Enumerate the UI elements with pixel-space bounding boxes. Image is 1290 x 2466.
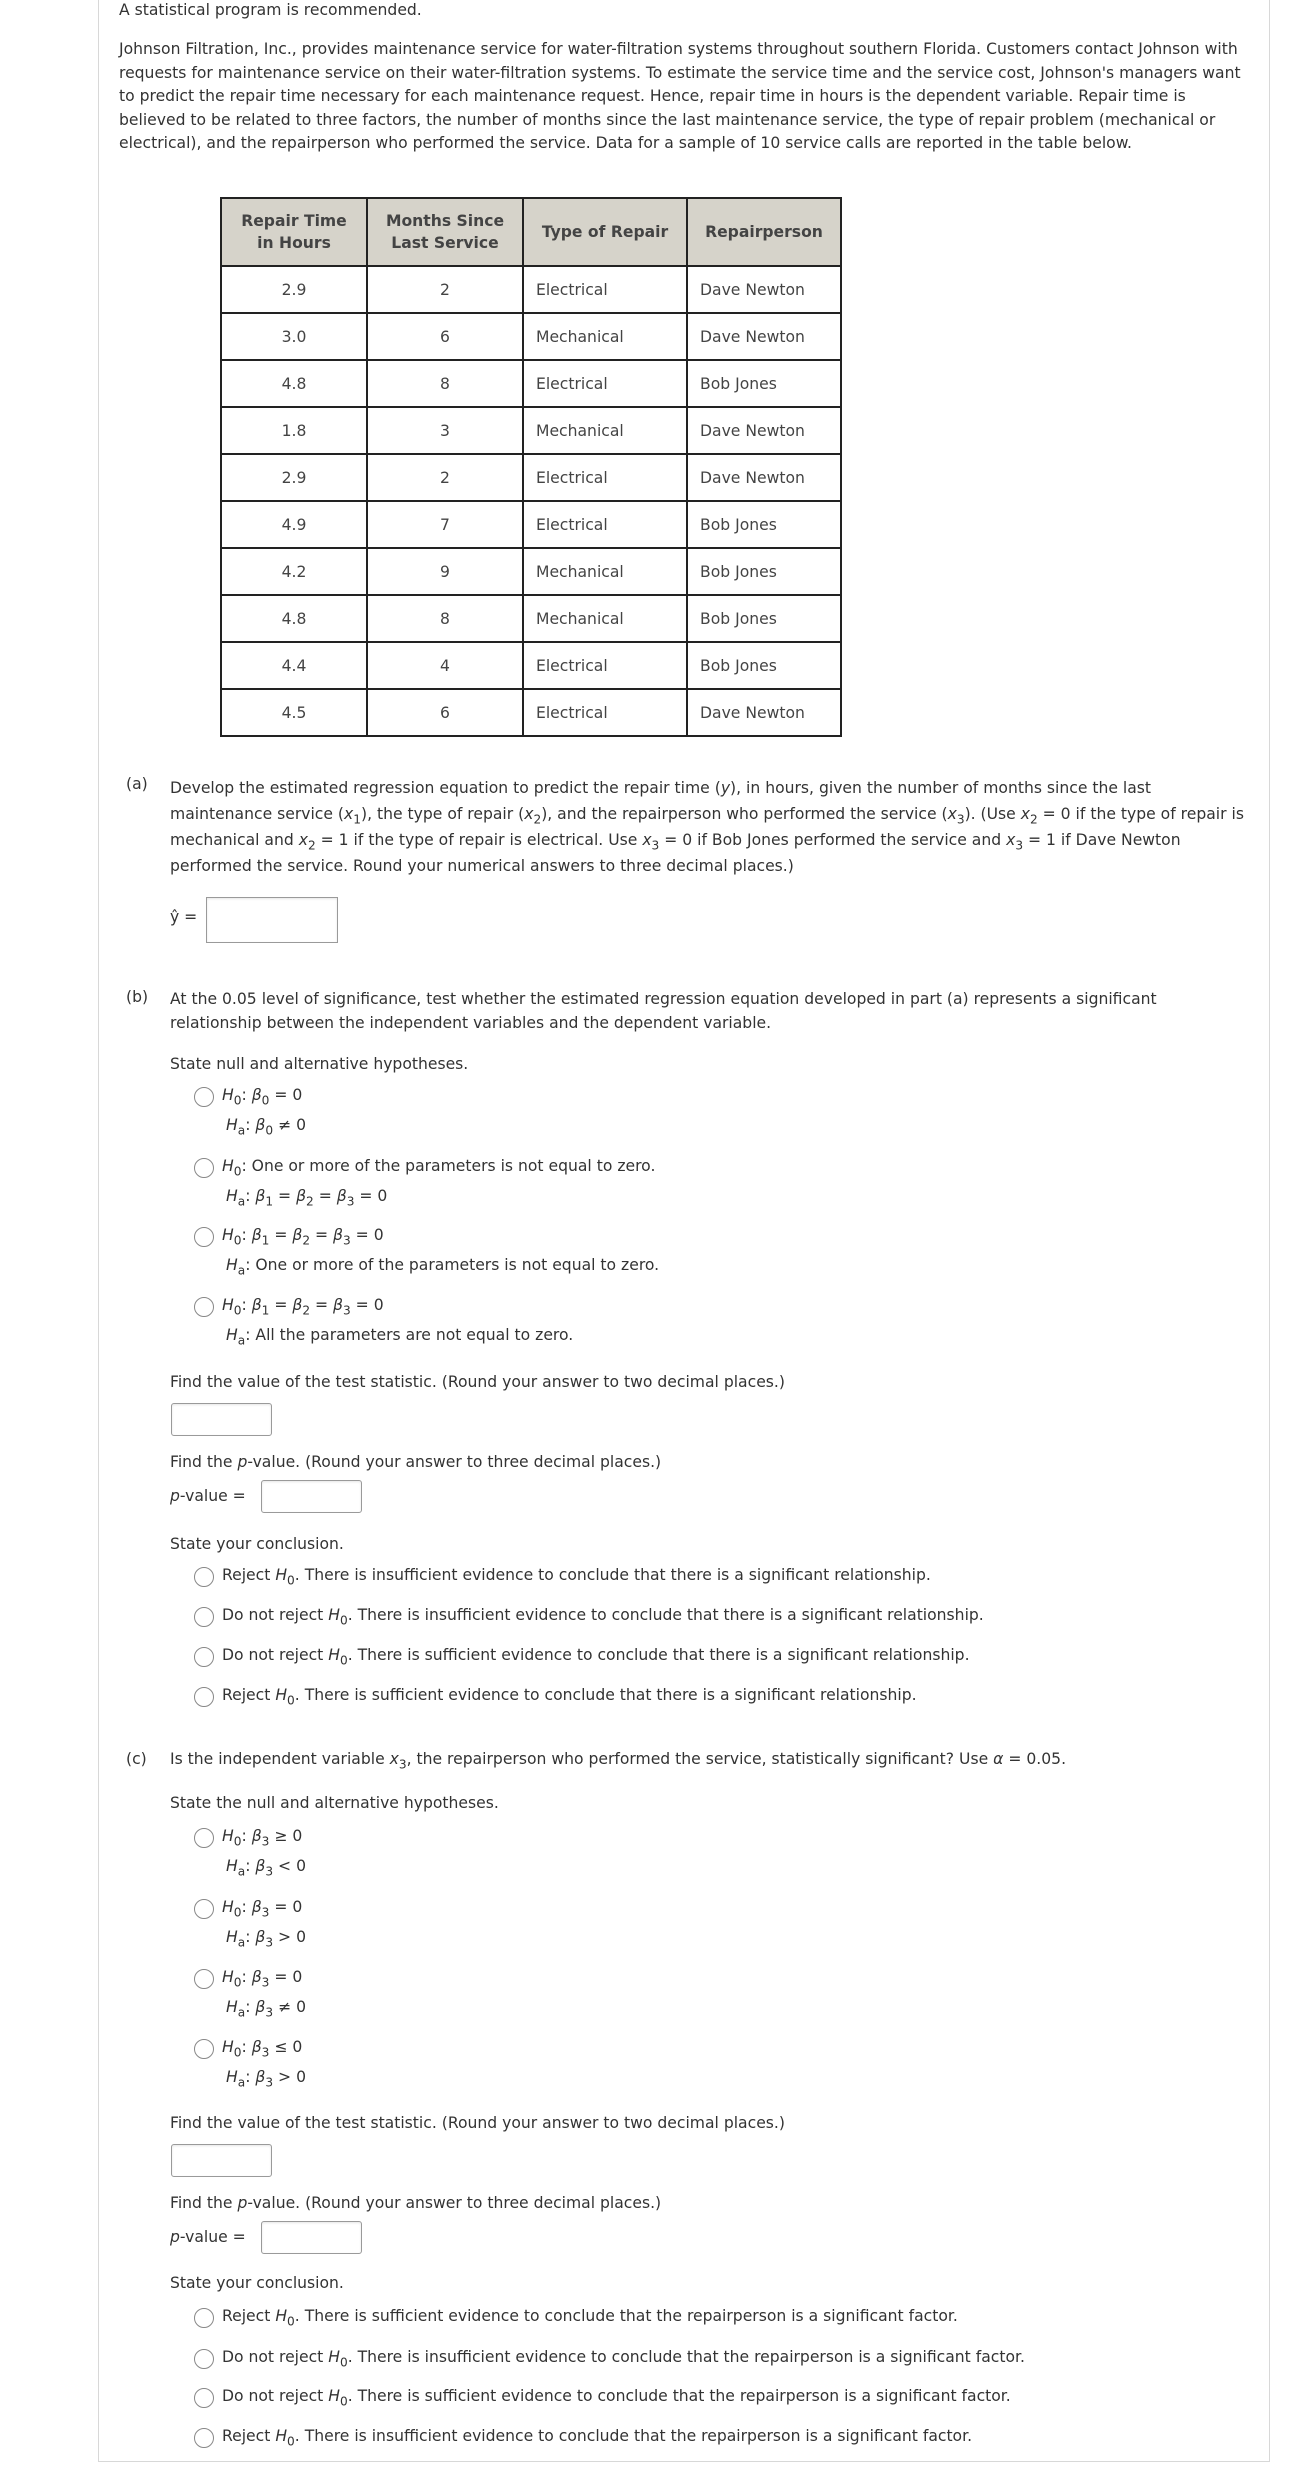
alternative-hypothesis [226,1326,574,1348]
math-symbol: H [226,2068,238,2086]
subscript: 3 [261,2045,270,2060]
text-run: . There is insufficient evidence to conclude that there is a significant relationship. [347,1606,984,1624]
text-run: Do not reject [222,2387,329,2405]
text-run: . There is sufficient evidence to conclude that there is a significant relationship. [347,1646,970,1664]
math-symbol: H [328,1646,340,1664]
text-run: -value. (Round your answer to three decimal places.) [247,2194,662,2212]
subscript: 0 [339,2355,348,2370]
alternative-hypothesis [226,1116,306,1138]
text-run: : [241,1898,252,1916]
conclusion-option-text [222,2307,958,2329]
text-run: : All the parameters are not equal to zero. [245,1326,574,1344]
part-c-label: (c) [126,1750,147,1768]
math-symbol: H [222,1968,234,1986]
subscript: a [237,1123,246,1138]
math-symbol: x [1006,831,1016,849]
cell-repairperson: Bob Jones [687,501,841,548]
text-run: ), the type of repair ( [360,805,525,823]
part-a-label: (a) [126,775,148,793]
null-hypothesis [222,1898,303,1920]
math-symbol: H [275,1686,288,1704]
text-run: , the repairperson who performed the service, statistically significant? Use [406,1750,994,1768]
text-run: ≥ 0 [269,1827,303,1845]
text-run: . There is sufficient evidence to conclude that the repairperson is a significant factor. [347,2387,1011,2405]
math-symbol: H [222,1827,234,1845]
subscript: 0 [265,1123,274,1138]
text-run: Develop the estimated regression equation to predict the repair time ( [170,779,721,797]
cell-months: 8 [367,595,523,642]
math-symbol: y [720,779,731,797]
table-row [221,313,841,360]
text-run: ≠ 0 [273,1116,306,1134]
text-run: Reject [222,2427,276,2445]
alternative-hypothesis [226,2068,306,2090]
subscript: 0 [233,1905,242,1920]
subscript: 1 [265,1194,274,1209]
null-hypothesis [222,2038,303,2060]
subscript: 3 [261,1905,270,1920]
subscript: 3 [265,1935,274,1950]
cell-repair-time: 2.9 [221,266,367,313]
part-b-hypothesis-radio-1[interactable] [194,1087,214,1107]
cell-months: 4 [367,642,523,689]
cell-repair-time: 3.0 [221,313,367,360]
math-symbol: H [275,2427,288,2445]
data-table [220,197,842,737]
text-run: Do not reject [222,1606,329,1624]
subscript: 2 [533,812,542,827]
header-repairperson: Repairperson [687,198,841,266]
text-run: = 1 if the type of repair is electrical. Use [315,831,643,849]
text-run: = 0 [269,1086,303,1104]
subscript: 0 [339,2394,348,2409]
null-hypothesis [222,1157,656,1179]
table-row [221,360,841,407]
alternative-hypothesis [226,1256,660,1278]
cell-repairperson: Bob Jones [687,360,841,407]
text-run: . There is insufficient evidence to conclude that the repairperson is a significant factor. [294,2427,973,2445]
cell-months: 3 [367,407,523,454]
conclusion-option-text [222,1606,984,1628]
text-run: : [241,2038,252,2056]
subscript: 0 [287,1693,295,1708]
conclusion-option-text [222,2348,1025,2370]
part-c-conclusion-radio-2[interactable] [194,2349,214,2369]
text-run: = [269,1226,293,1244]
subscript: a [237,1935,246,1950]
math-symbol: β [251,1086,262,1104]
part-b-conclusion-radio-3[interactable] [194,1647,214,1667]
part-b-hypothesis-radio-2[interactable] [194,1158,214,1178]
table-row [221,454,841,501]
subscript: 0 [233,2045,242,2060]
text-run: = 0 [350,1226,384,1244]
table-row [221,266,841,313]
yhat-label: ŷ = [170,908,198,926]
math-symbol: H [222,2038,234,2056]
yhat-input[interactable] [206,897,338,943]
subscript: 0 [287,2434,295,2449]
subscript: 3 [346,1194,355,1209]
math-symbol: p [237,1453,248,1471]
text-run: ≤ 0 [269,2038,303,2056]
subscript: 0 [261,1093,270,1108]
subscript: 3 [342,1233,351,1248]
subscript: 0 [339,1653,348,1668]
text-run: = [269,1296,293,1314]
math-symbol: β [296,1187,307,1205]
text-run: ≠ 0 [273,1998,306,2016]
text-run: : [241,1296,252,1314]
subscript: a [237,1263,246,1278]
math-symbol: H [226,1116,238,1134]
subscript: 0 [233,1834,242,1849]
subscript: a [237,1194,246,1209]
text-run: Find the [170,2194,238,2212]
subscript: 0 [233,1303,242,1318]
part-c-text [170,1750,1067,1772]
intro-text: A statistical program is recommended. [119,1,422,19]
subscript: 3 [342,1303,351,1318]
cell-repair-time: 4.2 [221,548,367,595]
cell-repair-time: 4.8 [221,595,367,642]
part-b-conclusion-radio-2[interactable] [194,1607,214,1627]
math-symbol: H [226,1187,238,1205]
null-hypothesis [222,1296,384,1318]
text-run: : One or more of the parameters is not equal to zero. [241,1157,656,1175]
math-symbol: H [275,2307,288,2325]
table-row [221,689,841,736]
conclusion-option-text [222,1686,917,1708]
subscript: a [237,1864,246,1879]
subscript: a [237,2075,246,2090]
text-run: : [245,2068,256,2086]
alternative-hypothesis [226,1998,306,2020]
subscript: 1 [261,1233,270,1248]
text-run: Reject [222,2307,276,2325]
math-symbol: H [226,1256,238,1274]
subscript: 2 [306,1194,314,1209]
part-c-hypothesis-radio-4[interactable] [194,2039,214,2059]
cell-months: 9 [367,548,523,595]
part-b-conclusion-radio-1[interactable] [194,1567,214,1587]
part-b-text: At the 0.05 level of significance, test whether the estimated regression equation developed in part (a) represents a significant relationship between the independent variables and the dependent variable. [170,990,1157,1032]
math-symbol: β [255,1857,266,1875]
part-b-hypothesis-radio-3[interactable] [194,1227,214,1247]
cell-type: Electrical [523,689,687,736]
math-symbol: x [344,805,354,823]
subscript: 3 [265,2075,274,2090]
text-run: = 0 [354,1187,388,1205]
part-b-p-prompt [170,1453,661,1471]
alternative-hypothesis [226,1857,306,1879]
cell-repair-time: 4.8 [221,360,367,407]
subscript: 0 [233,1164,242,1179]
header-repair-time: Repair Time in Hours [221,198,367,266]
math-symbol: H [222,1086,234,1104]
subscript: 0 [287,2314,295,2329]
cell-type: Electrical [523,642,687,689]
text-run: : [241,1086,252,1104]
math-symbol: β [255,1928,266,1946]
part-b-test-statistic-input[interactable] [171,1403,272,1436]
null-hypothesis [222,1827,303,1849]
text-run: = 0 [350,1296,384,1314]
math-symbol: H [328,2387,340,2405]
math-symbol: β [251,1898,262,1916]
cell-repairperson: Bob Jones [687,595,841,642]
text-run: . There is sufficient evidence to conclude that there is a significant relationship. [294,1686,917,1704]
cell-repair-time: 4.4 [221,642,367,689]
part-c-hypothesis-radio-2[interactable] [194,1899,214,1919]
math-symbol: β [251,1968,262,1986]
text-run: ), in hours, given the number of months since the last maintenance service ( [170,779,1152,823]
text-run: = 1 if Dave Newton performed the service. Round your numerical answers to three decimal places.) [170,831,1181,875]
cell-months: 7 [367,501,523,548]
part-b-hyp-prompt: State null and alternative hypotheses. [170,1055,469,1073]
text-run: : [241,1226,252,1244]
cell-repairperson: Dave Newton [687,266,841,313]
part-c-hypothesis-radio-1[interactable] [194,1828,214,1848]
math-symbol: H [328,2348,340,2366]
text-run: = [313,1187,337,1205]
text-run: Do not reject [222,2348,329,2366]
text-run: = [273,1187,297,1205]
text-run: < 0 [273,1857,306,1875]
part-b-conclusion-radio-4[interactable] [194,1687,214,1707]
math-symbol: x [642,831,652,849]
math-symbol: p [170,2228,180,2246]
math-symbol: p [170,1487,180,1505]
text-run: : [245,1928,256,1946]
text-run: > 0 [273,2068,306,2086]
subscript: 3 [265,1864,274,1879]
cell-repair-time: 1.8 [221,407,367,454]
part-c-hypothesis-radio-3[interactable] [194,1969,214,1989]
part-c-p-value-input[interactable] [261,2221,362,2254]
conclusion-option-text [222,2387,1011,2409]
header-type: Type of Repair [523,198,687,266]
math-symbol: β [251,1296,262,1314]
text-run: : One or more of the parameters is not equal to zero. [245,1256,660,1274]
math-symbol: x [524,805,534,823]
text-run: -value. (Round your answer to three decimal places.) [247,1453,662,1471]
text-run: Do not reject [222,1646,329,1664]
cell-repairperson: Dave Newton [687,313,841,360]
subscript: 2 [302,1233,311,1248]
text-run: -value = [179,2228,246,2246]
part-c-p-label [170,2228,246,2246]
part-c-stat-prompt: Find the value of the test statistic. (Round your answer to two decimal places.) [170,2114,785,2132]
math-symbol: x [298,831,308,849]
text-run: = 0 if the type of repair is mechanical and [170,805,1244,849]
null-hypothesis [222,1086,303,1108]
text-run: = [310,1296,334,1314]
math-symbol: H [222,1898,234,1916]
math-symbol: H [222,1296,234,1314]
math-symbol: β [292,1296,303,1314]
cell-months: 6 [367,689,523,736]
conclusion-option-text [222,2427,973,2449]
subscript: 3 [1015,838,1024,853]
part-c-conclusion-radio-4[interactable] [194,2428,214,2448]
subscript: 3 [398,1757,407,1772]
text-run: = 0.05. [1003,1750,1067,1768]
text-run: . There is insufficient evidence to conclude that the repairperson is a significant factor. [347,2348,1025,2366]
text-run: Find the [170,1453,238,1471]
part-b-hypothesis-radio-4[interactable] [194,1297,214,1317]
text-run: : [245,1187,256,1205]
text-run: : [245,1857,256,1875]
part-c-conclusion-radio-3[interactable] [194,2388,214,2408]
subscript: 1 [353,812,361,827]
cell-repairperson: Dave Newton [687,689,841,736]
subscript: 3 [956,812,965,827]
text-run: Reject [222,1566,276,1584]
header-months: Months Since Last Service [367,198,523,266]
math-symbol: β [251,2038,262,2056]
text-run: = [310,1226,334,1244]
part-c-p-prompt [170,2194,661,2212]
text-run: Is the independent variable [170,1750,390,1768]
cell-repairperson: Dave Newton [687,454,841,501]
cell-repairperson: Bob Jones [687,642,841,689]
math-symbol: H [222,1157,234,1175]
conclusion-option-text [222,1646,970,1668]
math-symbol: β [333,1226,343,1244]
text-run: : [241,1968,252,1986]
subscript: 0 [233,1975,242,1990]
subscript: 3 [261,1834,270,1849]
subscript: 2 [1029,812,1038,827]
math-symbol: x [947,805,957,823]
problem-text: Johnson Filtration, Inc., provides maintenance service for water-filtration systems throughout southern Florida. Customers contact Johnson with requests for maintenance service on their water-filtration systems. To estimate the service time and the service cost, Johnson's managers want to predict the repair time necessary for each maintenance request. Hence, repair time in hours is the dependent variable. Repair time is believed to be related to three factors, the number of months since the last maintenance service, the type of repair problem (mechanical or electrical), and the repairperson who performed the service. Data for a sample of 10 service calls are reported in the table below. [119,40,1241,153]
cell-repairperson: Bob Jones [687,548,841,595]
text-run: : [241,1827,252,1845]
text-run: = 0 [269,1968,303,1986]
cell-repair-time: 2.9 [221,454,367,501]
subscript: 0 [287,1573,295,1588]
part-b-p-value-input[interactable] [261,1480,362,1513]
math-symbol: β [251,1226,262,1244]
table-row [221,595,841,642]
text-run: : [245,1116,256,1134]
subscript: 0 [339,1613,348,1628]
part-b-stat-prompt: Find the value of the test statistic. (Round your answer to two decimal places.) [170,1373,785,1391]
cell-type: Electrical [523,360,687,407]
math-symbol: H [226,1857,238,1875]
math-symbol: x [389,1750,399,1768]
subscript: 0 [233,1233,242,1248]
text-run: Reject [222,1686,276,1704]
subscript: 1 [261,1303,270,1318]
math-symbol: H [275,1566,288,1584]
math-symbol: β [292,1226,303,1244]
subscript: 3 [265,2005,274,2020]
math-symbol: α [993,1750,1004,1768]
table-row [221,548,841,595]
subscript: 2 [307,838,316,853]
text-run: = 0 [269,1898,303,1916]
part-b-label: (b) [126,988,149,1006]
part-c-conclusion-radio-1[interactable] [194,2308,214,2328]
part-b-p-label [170,1487,246,1505]
part-c-test-statistic-input[interactable] [171,2144,272,2177]
math-symbol: H [226,1326,238,1344]
part-c-hyp-prompt: State the null and alternative hypotheses. [170,1794,499,1812]
subscript: 2 [302,1303,311,1318]
cell-months: 6 [367,313,523,360]
math-symbol: β [333,1296,343,1314]
cell-type: Mechanical [523,548,687,595]
math-symbol: H [226,1928,238,1946]
cell-repairperson: Dave Newton [687,407,841,454]
subscript: 0 [233,1093,242,1108]
table-row [221,501,841,548]
part-c-conclusion-prompt: State your conclusion. [170,2274,344,2292]
math-symbol: H [222,1226,234,1244]
subscript: 3 [261,1975,270,1990]
text-run: ). (Use [964,805,1021,823]
table-row [221,407,841,454]
table-header-row [221,198,841,266]
cell-type: Electrical [523,266,687,313]
subscript: 3 [651,838,660,853]
cell-type: Mechanical [523,407,687,454]
cell-repair-time: 4.5 [221,689,367,736]
alternative-hypothesis [226,1928,306,1950]
math-symbol: x [1020,805,1030,823]
text-run: . There is sufficient evidence to conclude that the repairperson is a significant factor. [294,2307,958,2325]
table-row [221,642,841,689]
cell-months: 2 [367,454,523,501]
cell-type: Electrical [523,454,687,501]
null-hypothesis [222,1968,303,1990]
math-symbol: β [255,1998,266,2016]
cell-type: Mechanical [523,595,687,642]
alternative-hypothesis [226,1187,388,1209]
text-run: > 0 [273,1928,306,1946]
subscript: a [237,2005,246,2020]
null-hypothesis [222,1226,384,1248]
math-symbol: p [237,2194,248,2212]
part-a-text [170,775,1250,879]
cell-months: 2 [367,266,523,313]
cell-type: Electrical [523,501,687,548]
math-symbol: H [226,1998,238,2016]
cell-repair-time: 4.9 [221,501,367,548]
part-b-conclusion-prompt: State your conclusion. [170,1535,344,1553]
conclusion-option-text [222,1566,931,1588]
text-run: . There is insufficient evidence to conclude that there is a significant relationship. [294,1566,931,1584]
subscript: a [237,1333,246,1348]
math-symbol: β [255,1116,266,1134]
text-run: -value = [179,1487,246,1505]
text-run: = 0 if Bob Jones performed the service and [659,831,1007,849]
math-symbol: β [336,1187,347,1205]
cell-type: Mechanical [523,313,687,360]
math-symbol: β [251,1827,262,1845]
text-run: ), and the repairperson who performed the service ( [541,805,948,823]
math-symbol: β [255,2068,266,2086]
cell-months: 8 [367,360,523,407]
math-symbol: H [328,1606,340,1624]
text-run: : [245,1998,256,2016]
math-symbol: β [255,1187,266,1205]
